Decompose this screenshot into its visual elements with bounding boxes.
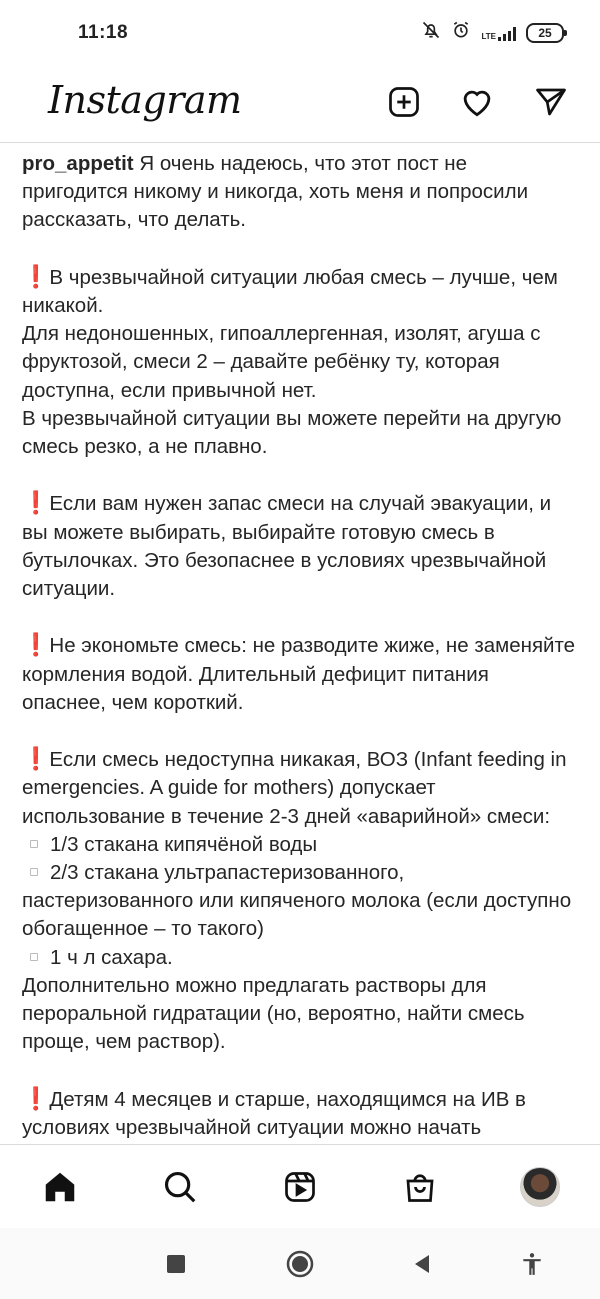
bullet-icon [30,840,38,848]
system-nav-bar [0,1228,600,1299]
exclamation-icon: ❗ [22,490,50,516]
battery-indicator: 25 [526,23,564,43]
caption-paragraph: Дополнительно можно предлагать растворы для пероральной гидратации (но, вероятно, найти смесь проще, чем раствор). [22,973,525,1054]
exclamation-icon: ❗ [22,632,50,658]
exclamation-icon: ❗ [22,1085,50,1111]
caption-intro: pro_appetit Я очень надеюсь, что этот пост не пригодится никому и никогда, хоть меня и попросили рассказать, что делать. [22,152,529,232]
nav-profile[interactable] [518,1165,562,1209]
caption-bullet: 1/3 стакана кипячёной воды [22,831,578,859]
caption-paragraph: Для недоношенных, гипоаллергенная, изолят, агуша с фруктозой, смеси 2 – давайте ребёнку ту, которая доступна, если привычной нет. [22,322,541,402]
exclamation-icon: ❗ [22,263,50,289]
network-label: LTE [481,31,496,41]
post-caption [22,150,578,1142]
caption-bullet: 1 ч л сахара. [22,944,578,972]
nav-shop[interactable] [398,1165,442,1209]
home-system-button[interactable] [284,1248,316,1280]
bullet-icon [30,868,38,876]
reels-icon [282,1169,318,1205]
accessibility-button[interactable] [516,1248,548,1280]
lte-signal-icon [481,25,516,41]
caption-paragraph: ❗Детям 4 месяцев и старше, находящимся на ИВ в условиях чрезвычайной ситуации можно начать [22,1085,526,1139]
avatar[interactable] [520,1167,560,1207]
caption-paragraph: ❗В чрезвычайной ситуации любая смесь – лучше, чем никакой. [22,263,558,317]
search-icon [161,1168,199,1206]
back-triangle-icon [411,1253,433,1275]
status-bar [0,0,600,70]
instagram-logo[interactable]: Instagram [48,78,242,122]
home-icon [41,1168,79,1206]
accessibility-icon [519,1251,545,1277]
nav-home[interactable] [38,1165,82,1209]
caption-paragraph: ❗Не экономьте смесь: не разводите жиже, не заменяйте кормления водой. Длительный дефицит питания опаснее, чем короткий. [22,632,576,714]
direct-messages-button[interactable] [531,82,571,122]
heart-icon [458,83,496,121]
shopping-bag-icon [402,1169,438,1205]
activity-button[interactable] [457,82,497,122]
status-icons [421,20,564,45]
nav-search[interactable] [158,1165,202,1209]
paper-plane-icon [533,84,569,120]
post-username[interactable]: pro_appetit [22,152,134,175]
bullet-icon [30,953,38,961]
recents-button[interactable] [160,1248,192,1280]
plus-square-icon [386,84,422,120]
back-button[interactable] [406,1248,438,1280]
status-time: 11:18 [78,22,129,43]
caption-bullet: 2/3 стакана ультрапастеризованного, пастеризованного или кипяченого молока (если доступно обогащенное – то такого) [22,861,572,941]
exclamation-icon: ❗ [22,746,50,772]
caption-paragraph: В чрезвычайной ситуации вы можете перейти на другую смесь резко, а не плавно. [22,406,562,459]
bottom-nav [0,1144,600,1229]
circle-icon [286,1250,314,1278]
mute-bell-icon [421,20,441,45]
app-header [0,70,600,143]
caption-paragraph: ❗Если смесь недоступна никакая, ВОЗ (Infant feeding in emergencies. A guide for mothers) допускает использование в течение 2-3 дней «аварийной» смеси: [22,746,567,828]
nav-reels[interactable] [278,1165,322,1209]
caption-paragraph: ❗Если вам нужен запас смеси на случай эвакуации, и вы можете выбирать, выбирайте готовую смесь в бутылочках. Это безопаснее в условиях чрезвычайной ситуации. [22,490,552,601]
new-post-button[interactable] [384,82,424,122]
alarm-icon [451,20,471,45]
square-icon [165,1253,187,1275]
